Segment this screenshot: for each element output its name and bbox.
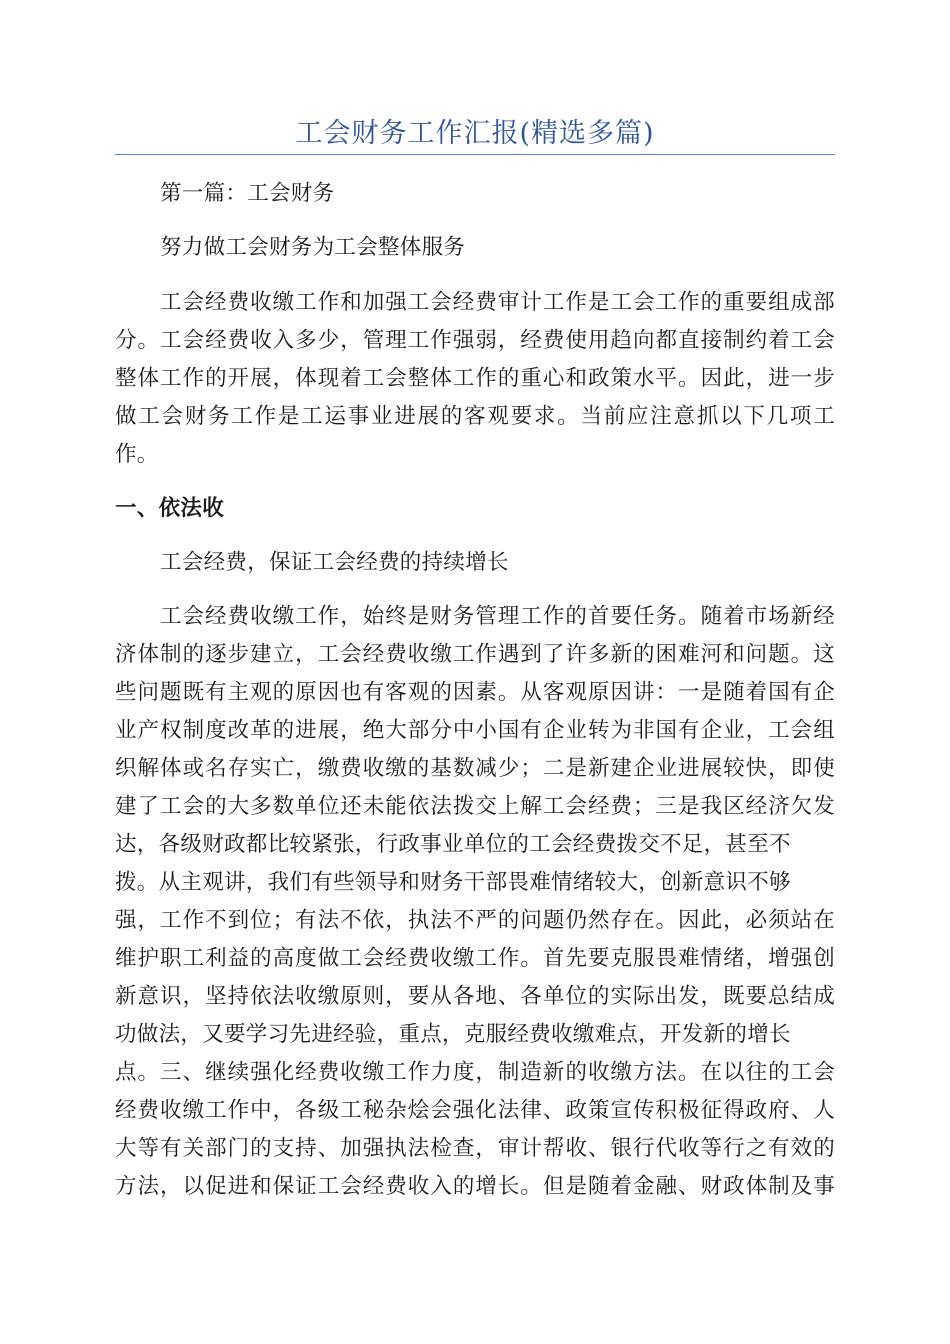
paragraph-line: 整体工作的开展，体现着工会整体工作的重心和政策水平。因此，进一步 <box>115 366 835 391</box>
paragraph-line: 业产权制度改革的进展，绝大部分中小国有企业转为非国有企业，工会组 <box>115 718 835 743</box>
document-title: 工会财务工作汇报(精选多篇) <box>295 118 655 149</box>
paragraph-line: 织解体或名存实亡，缴费收缴的基数减少；二是新建企业进展较快，即使 <box>115 756 835 781</box>
paragraph-line: 新意识，坚持依法收缴原则，要从各地、各单位的实际出发，既要总结成 <box>115 984 835 1009</box>
paragraph-line: 强，工作不到位；有法不依，执法不严的问题仍然存在。因此，必须站在 <box>115 908 835 933</box>
paragraph-line: 拨。从主观讲，我们有些领导和财务干部畏难情绪较大，创新意识不够 <box>115 870 791 895</box>
title-underline <box>115 154 835 155</box>
subtitle: 工会经费，保证工会经费的持续增长 <box>160 550 509 575</box>
paragraph-line: 达，各级财政都比较紧张，行政事业单位的工会经费拨交不足，甚至不 <box>115 832 791 857</box>
paragraph-line: 工会经费收缴工作，始终是财务管理工作的首要任务。随着市场新经 <box>160 604 835 629</box>
paragraph-line: 些问题既有主观的原因也有客观的因素。从客观原因讲：一是随着国有企 <box>115 680 835 705</box>
paragraph-line: 功做法，又要学习先进经验，重点，克服经费收缴难点，开发新的增长 <box>115 1022 791 1047</box>
paragraph-line: 经费收缴工作中，各级工秘杂烩会强化法律、政策宣传积极征得政府、人 <box>115 1098 835 1123</box>
part-heading: 第一篇：工会财务 <box>160 181 335 206</box>
paragraph-line: 作。 <box>115 442 159 467</box>
paragraph-line: 分。工会经费收入多少，管理工作强弱，经费使用趋向都直接制约着工会 <box>115 328 835 353</box>
document-page <box>115 0 835 1344</box>
paragraph-line: 方法，以促进和保证工会经费收入的增长。但是随着金融、财政体制及事 <box>115 1174 835 1199</box>
paragraph-line: 建了工会的大多数单位还未能依法拨交上解工会经费；三是我区经济欠发 <box>115 794 835 819</box>
subtitle: 努力做工会财务为工会整体服务 <box>160 235 466 260</box>
paragraph-line: 大等有关部门的支持、加强执法检查，审计帮收、银行代收等行之有效的 <box>115 1136 835 1161</box>
paragraph-line: 做工会财务工作是工运事业进展的客观要求。当前应注意抓以下几项工 <box>115 404 835 429</box>
paragraph-line: 维护职工利益的高度做工会经费收缴工作。首先要克服畏难情绪，增强创 <box>115 946 835 971</box>
paragraph-line: 济体制的逐步建立，工会经费收缴工作遇到了许多新的困难河和问题。这 <box>115 642 835 667</box>
paragraph-line: 点。三、继续强化经费收缴工作力度，制造新的收缴方法。在以往的工会 <box>115 1060 835 1085</box>
paragraph-line: 工会经费收缴工作和加强工会经费审计工作是工会工作的重要组成部 <box>160 290 835 315</box>
section-heading: 一、依法收 <box>115 496 225 521</box>
